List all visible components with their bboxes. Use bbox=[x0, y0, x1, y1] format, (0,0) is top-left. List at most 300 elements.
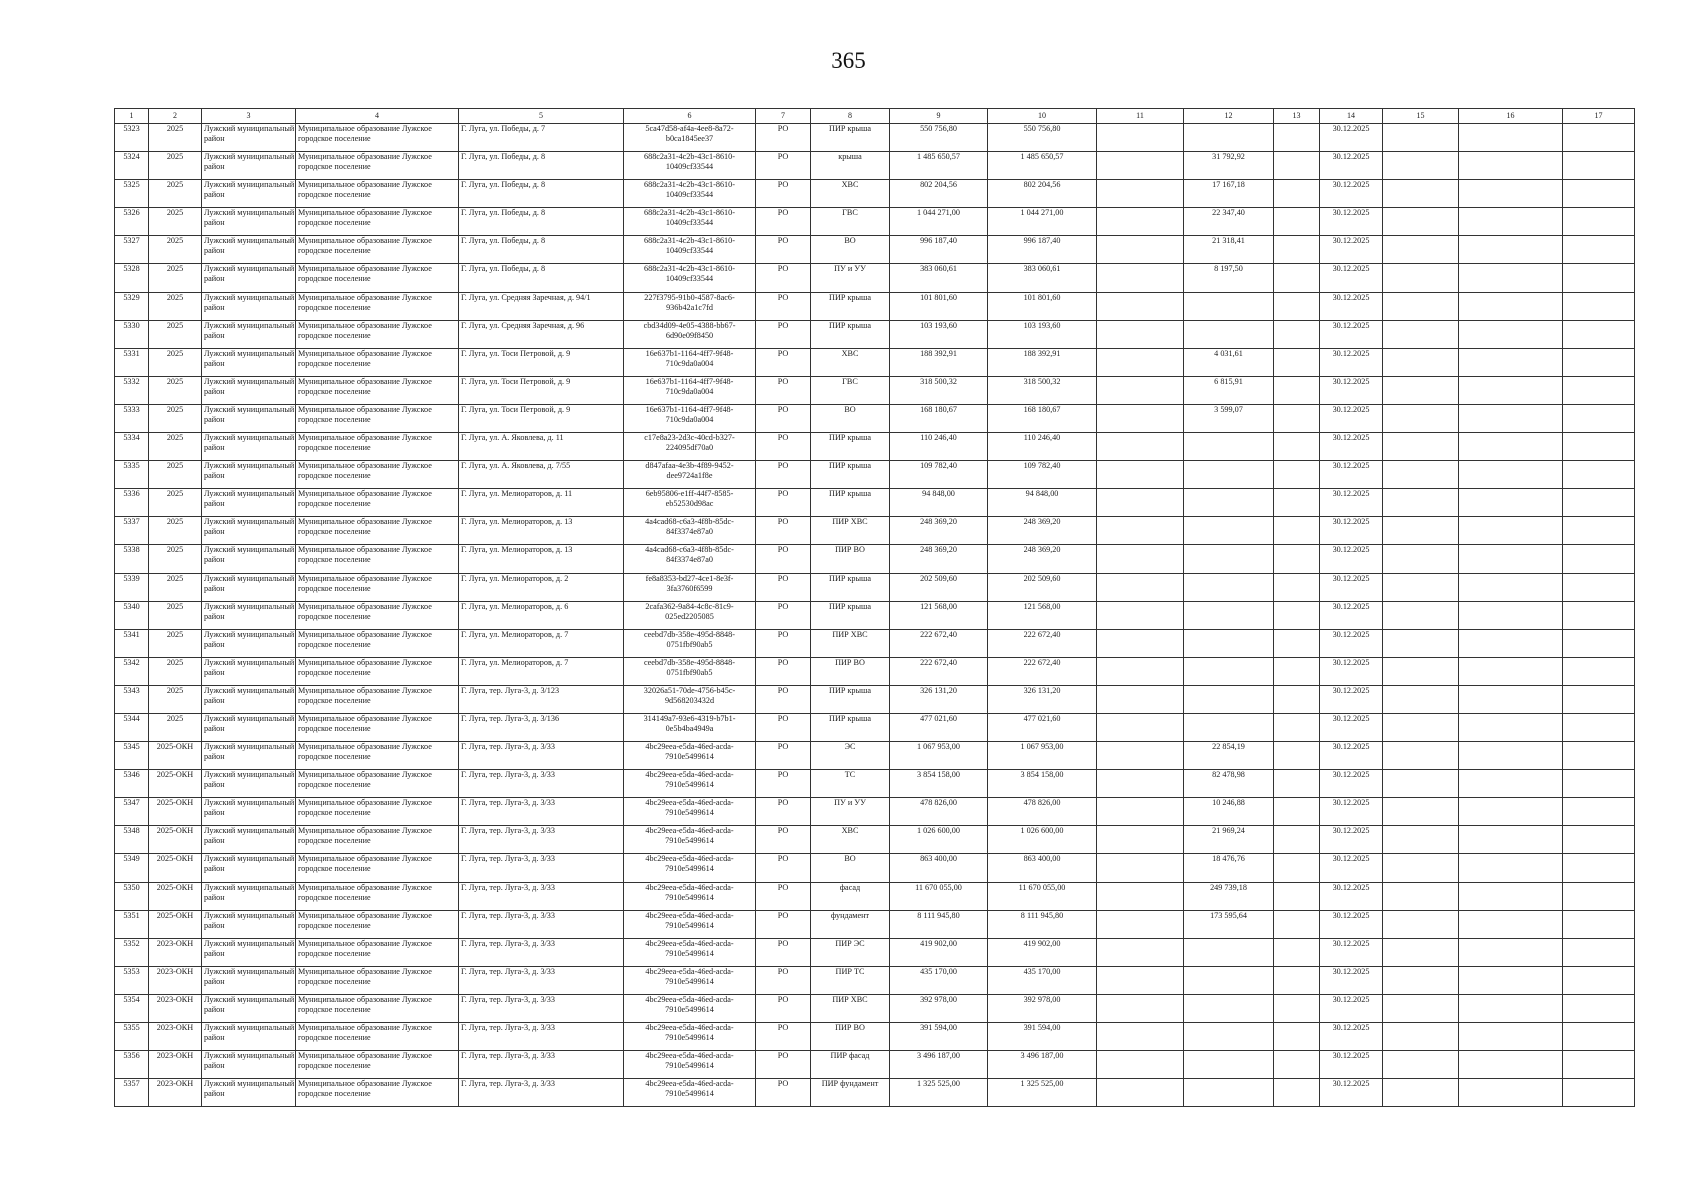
municipal-formation-cell: Муниципальное образование Лужское городское поселение bbox=[296, 124, 459, 152]
fund-cost-cell: 326 131,20 bbox=[988, 685, 1097, 713]
col-15-cell bbox=[1383, 938, 1459, 966]
col-16-cell bbox=[1459, 854, 1563, 882]
program-year-cell: 2025 bbox=[149, 376, 202, 404]
table-row bbox=[115, 826, 1635, 854]
work-kind-cell: фундамент bbox=[811, 910, 890, 938]
fund-cost-cell: 550 756,80 bbox=[988, 124, 1097, 152]
work-kind-cell: ПИР крыша bbox=[811, 489, 890, 517]
row-number-cell: 5353 bbox=[115, 966, 149, 994]
col-17-cell bbox=[1563, 742, 1635, 770]
col-15-cell bbox=[1383, 1023, 1459, 1051]
fund-cost-cell: 435 170,00 bbox=[988, 966, 1097, 994]
col-12-cell bbox=[1184, 124, 1274, 152]
col-13-cell bbox=[1274, 1051, 1320, 1079]
col-17-cell bbox=[1563, 601, 1635, 629]
column-header-16: 16 bbox=[1459, 109, 1563, 124]
col-15-cell bbox=[1383, 994, 1459, 1022]
row-number-cell: 5333 bbox=[115, 404, 149, 432]
house-guid-cell: 688c2a31-4c2b-43c1-8610-10409cf33544 bbox=[624, 152, 756, 180]
row-number-cell: 5328 bbox=[115, 264, 149, 292]
column-header-8: 8 bbox=[811, 109, 890, 124]
work-type-cell: РО bbox=[756, 433, 811, 461]
col-11-cell bbox=[1097, 966, 1184, 994]
work-type-cell: РО bbox=[756, 348, 811, 376]
col-13-cell bbox=[1274, 517, 1320, 545]
municipal-formation-cell: Муниципальное образование Лужское городское поселение bbox=[296, 489, 459, 517]
col-16-cell bbox=[1459, 1023, 1563, 1051]
address-cell: Г. Луга, ул. А. Яковлева, д. 11 bbox=[459, 433, 624, 461]
work-kind-cell: ЭС bbox=[811, 742, 890, 770]
work-kind-cell: ВО bbox=[811, 404, 890, 432]
col-17-cell bbox=[1563, 180, 1635, 208]
program-year-cell: 2025 bbox=[149, 713, 202, 741]
col-15-cell bbox=[1383, 461, 1459, 489]
col-17-cell bbox=[1563, 461, 1635, 489]
col-16-cell bbox=[1459, 517, 1563, 545]
col-11-cell bbox=[1097, 601, 1184, 629]
work-type-cell: РО bbox=[756, 713, 811, 741]
col-16-cell bbox=[1459, 404, 1563, 432]
municipal-district-cell: Лужский муниципальный район bbox=[202, 404, 296, 432]
address-cell: Г. Луга, тер. Луга-3, д. 3/33 bbox=[459, 1079, 624, 1107]
col-12-cell: 31 792,92 bbox=[1184, 152, 1274, 180]
fund-cost-cell: 802 204,56 bbox=[988, 180, 1097, 208]
fund-cost-cell: 318 500,32 bbox=[988, 376, 1097, 404]
total-cost-cell: 391 594,00 bbox=[890, 1023, 988, 1051]
work-type-cell: РО bbox=[756, 404, 811, 432]
col-11-cell bbox=[1097, 713, 1184, 741]
col-12-cell: 8 197,50 bbox=[1184, 264, 1274, 292]
col-16-cell bbox=[1459, 348, 1563, 376]
work-kind-cell: ВО bbox=[811, 854, 890, 882]
table-row bbox=[115, 348, 1635, 376]
address-cell: Г. Луга, ул. Мелиораторов, д. 2 bbox=[459, 573, 624, 601]
col-13-cell bbox=[1274, 770, 1320, 798]
col-17-cell bbox=[1563, 545, 1635, 573]
row-number-cell: 5342 bbox=[115, 657, 149, 685]
table-body bbox=[115, 124, 1635, 1107]
house-guid-cell: ceebd7db-358e-495d-8848-0751fbf90ab5 bbox=[624, 629, 756, 657]
col-17-cell bbox=[1563, 854, 1635, 882]
col-15-cell bbox=[1383, 798, 1459, 826]
address-cell: Г. Луга, ул. Мелиораторов, д. 11 bbox=[459, 489, 624, 517]
col-13-cell bbox=[1274, 208, 1320, 236]
col-16-cell bbox=[1459, 798, 1563, 826]
col-12-cell bbox=[1184, 713, 1274, 741]
table-row bbox=[115, 320, 1635, 348]
col-16-cell bbox=[1459, 601, 1563, 629]
municipal-district-cell: Лужский муниципальный район bbox=[202, 517, 296, 545]
house-guid-cell: 688c2a31-4c2b-43c1-8610-10409cf33544 bbox=[624, 208, 756, 236]
col-17-cell bbox=[1563, 124, 1635, 152]
house-guid-cell: 688c2a31-4c2b-43c1-8610-10409cf33544 bbox=[624, 264, 756, 292]
register-table-wrapper bbox=[114, 108, 1634, 1107]
table-row bbox=[115, 685, 1635, 713]
work-type-cell: РО bbox=[756, 601, 811, 629]
house-guid-cell: 4bc29eea-e5da-46ed-acda-7910e5499614 bbox=[624, 770, 756, 798]
col-11-cell bbox=[1097, 854, 1184, 882]
row-number-cell: 5326 bbox=[115, 208, 149, 236]
row-number-cell: 5340 bbox=[115, 601, 149, 629]
row-number-cell: 5355 bbox=[115, 1023, 149, 1051]
municipal-formation-cell: Муниципальное образование Лужское городское поселение bbox=[296, 404, 459, 432]
fund-cost-cell: 121 568,00 bbox=[988, 601, 1097, 629]
work-type-cell: РО bbox=[756, 320, 811, 348]
col-15-cell bbox=[1383, 601, 1459, 629]
fund-cost-cell: 248 369,20 bbox=[988, 545, 1097, 573]
total-cost-cell: 110 246,40 bbox=[890, 433, 988, 461]
completion-date-cell: 30.12.2025 bbox=[1320, 320, 1383, 348]
col-17-cell bbox=[1563, 770, 1635, 798]
col-17-cell bbox=[1563, 713, 1635, 741]
fund-cost-cell: 392 978,00 bbox=[988, 994, 1097, 1022]
work-type-cell: РО bbox=[756, 770, 811, 798]
fund-cost-cell: 1 485 650,57 bbox=[988, 152, 1097, 180]
fund-cost-cell: 222 672,40 bbox=[988, 657, 1097, 685]
row-number-cell: 5339 bbox=[115, 573, 149, 601]
table-row bbox=[115, 798, 1635, 826]
register-table bbox=[114, 108, 1635, 1107]
municipal-district-cell: Лужский муниципальный район bbox=[202, 376, 296, 404]
fund-cost-cell: 477 021,60 bbox=[988, 713, 1097, 741]
row-number-cell: 5356 bbox=[115, 1051, 149, 1079]
table-row bbox=[115, 910, 1635, 938]
completion-date-cell: 30.12.2025 bbox=[1320, 1051, 1383, 1079]
col-15-cell bbox=[1383, 1051, 1459, 1079]
col-12-cell bbox=[1184, 573, 1274, 601]
col-16-cell bbox=[1459, 826, 1563, 854]
table-row bbox=[115, 461, 1635, 489]
municipal-formation-cell: Муниципальное образование Лужское городское поселение bbox=[296, 1023, 459, 1051]
completion-date-cell: 30.12.2025 bbox=[1320, 545, 1383, 573]
program-year-cell: 2025 bbox=[149, 208, 202, 236]
municipal-district-cell: Лужский муниципальный район bbox=[202, 657, 296, 685]
col-13-cell bbox=[1274, 292, 1320, 320]
municipal-district-cell: Лужский муниципальный район bbox=[202, 320, 296, 348]
municipal-district-cell: Лужский муниципальный район bbox=[202, 208, 296, 236]
fund-cost-cell: 996 187,40 bbox=[988, 236, 1097, 264]
municipal-formation-cell: Муниципальное образование Лужское городское поселение bbox=[296, 376, 459, 404]
work-type-cell: РО bbox=[756, 124, 811, 152]
row-number-cell: 5341 bbox=[115, 629, 149, 657]
municipal-formation-cell: Муниципальное образование Лужское городское поселение bbox=[296, 1051, 459, 1079]
col-15-cell bbox=[1383, 629, 1459, 657]
address-cell: Г. Луга, тер. Луга-3, д. 3/33 bbox=[459, 1051, 624, 1079]
col-15-cell bbox=[1383, 348, 1459, 376]
municipal-formation-cell: Муниципальное образование Лужское городское поселение bbox=[296, 180, 459, 208]
col-16-cell bbox=[1459, 264, 1563, 292]
work-kind-cell: ПИР крыша bbox=[811, 685, 890, 713]
house-guid-cell: 4bc29eea-e5da-46ed-acda-7910e5499614 bbox=[624, 1051, 756, 1079]
table-row bbox=[115, 517, 1635, 545]
completion-date-cell: 30.12.2025 bbox=[1320, 461, 1383, 489]
total-cost-cell: 8 111 945,80 bbox=[890, 910, 988, 938]
row-number-cell: 5343 bbox=[115, 685, 149, 713]
col-15-cell bbox=[1383, 826, 1459, 854]
work-kind-cell: ПИР крыша bbox=[811, 461, 890, 489]
col-16-cell bbox=[1459, 1051, 1563, 1079]
address-cell: Г. Луга, ул. Мелиораторов, д. 7 bbox=[459, 657, 624, 685]
col-13-cell bbox=[1274, 629, 1320, 657]
col-12-cell: 6 815,91 bbox=[1184, 376, 1274, 404]
total-cost-cell: 109 782,40 bbox=[890, 461, 988, 489]
municipal-formation-cell: Муниципальное образование Лужское городское поселение bbox=[296, 1079, 459, 1107]
col-11-cell bbox=[1097, 826, 1184, 854]
house-guid-cell: 4bc29eea-e5da-46ed-acda-7910e5499614 bbox=[624, 826, 756, 854]
row-number-cell: 5352 bbox=[115, 938, 149, 966]
col-15-cell bbox=[1383, 292, 1459, 320]
municipal-formation-cell: Муниципальное образование Лужское городское поселение bbox=[296, 994, 459, 1022]
col-17-cell bbox=[1563, 152, 1635, 180]
program-year-cell: 2025-ОКН bbox=[149, 854, 202, 882]
program-year-cell: 2025 bbox=[149, 124, 202, 152]
table-row bbox=[115, 966, 1635, 994]
col-13-cell bbox=[1274, 882, 1320, 910]
row-number-cell: 5354 bbox=[115, 994, 149, 1022]
municipal-district-cell: Лужский муниципальный район bbox=[202, 489, 296, 517]
total-cost-cell: 863 400,00 bbox=[890, 854, 988, 882]
house-guid-cell: 6eb95806-e1ff-44f7-8585-eb52530d98ac bbox=[624, 489, 756, 517]
work-type-cell: РО bbox=[756, 180, 811, 208]
municipal-district-cell: Лужский муниципальный район bbox=[202, 545, 296, 573]
col-15-cell bbox=[1383, 124, 1459, 152]
work-type-cell: РО bbox=[756, 798, 811, 826]
row-number-cell: 5327 bbox=[115, 236, 149, 264]
program-year-cell: 2025 bbox=[149, 180, 202, 208]
fund-cost-cell: 1 044 271,00 bbox=[988, 208, 1097, 236]
municipal-district-cell: Лужский муниципальный район bbox=[202, 713, 296, 741]
fund-cost-cell: 1 067 953,00 bbox=[988, 742, 1097, 770]
completion-date-cell: 30.12.2025 bbox=[1320, 713, 1383, 741]
house-guid-cell: fe8a8353-bd27-4ce1-8e3f-3fa3760f6599 bbox=[624, 573, 756, 601]
house-guid-cell: 4a4cad68-c6a3-4f8b-85dc-84f3374e87a0 bbox=[624, 545, 756, 573]
house-guid-cell: ceebd7db-358e-495d-8848-0751fbf90ab5 bbox=[624, 657, 756, 685]
col-11-cell bbox=[1097, 404, 1184, 432]
fund-cost-cell: 8 111 945,80 bbox=[988, 910, 1097, 938]
column-number-header-row bbox=[115, 109, 1635, 124]
municipal-formation-cell: Муниципальное образование Лужское городское поселение bbox=[296, 433, 459, 461]
completion-date-cell: 30.12.2025 bbox=[1320, 348, 1383, 376]
col-12-cell bbox=[1184, 1079, 1274, 1107]
col-17-cell bbox=[1563, 320, 1635, 348]
col-12-cell bbox=[1184, 685, 1274, 713]
col-17-cell bbox=[1563, 685, 1635, 713]
house-guid-cell: 16e637b1-1164-4ff7-9f48-710c9da0a004 bbox=[624, 348, 756, 376]
total-cost-cell: 1 067 953,00 bbox=[890, 742, 988, 770]
col-12-cell: 22 854,19 bbox=[1184, 742, 1274, 770]
program-year-cell: 2025-ОКН bbox=[149, 798, 202, 826]
total-cost-cell: 550 756,80 bbox=[890, 124, 988, 152]
work-type-cell: РО bbox=[756, 461, 811, 489]
program-year-cell: 2025-ОКН bbox=[149, 910, 202, 938]
program-year-cell: 2025 bbox=[149, 657, 202, 685]
col-15-cell bbox=[1383, 208, 1459, 236]
row-number-cell: 5324 bbox=[115, 152, 149, 180]
col-13-cell bbox=[1274, 826, 1320, 854]
program-year-cell: 2023-ОКН bbox=[149, 1023, 202, 1051]
completion-date-cell: 30.12.2025 bbox=[1320, 404, 1383, 432]
house-guid-cell: 4bc29eea-e5da-46ed-acda-7910e5499614 bbox=[624, 882, 756, 910]
table-row bbox=[115, 1051, 1635, 1079]
work-type-cell: РО bbox=[756, 517, 811, 545]
municipal-formation-cell: Муниципальное образование Лужское городское поселение bbox=[296, 152, 459, 180]
col-16-cell bbox=[1459, 657, 1563, 685]
house-guid-cell: 16e637b1-1164-4ff7-9f48-710c9da0a004 bbox=[624, 404, 756, 432]
col-13-cell bbox=[1274, 573, 1320, 601]
fund-cost-cell: 202 509,60 bbox=[988, 573, 1097, 601]
col-16-cell bbox=[1459, 770, 1563, 798]
col-11-cell bbox=[1097, 685, 1184, 713]
work-type-cell: РО bbox=[756, 657, 811, 685]
col-12-cell bbox=[1184, 994, 1274, 1022]
municipal-formation-cell: Муниципальное образование Лужское городское поселение bbox=[296, 236, 459, 264]
col-15-cell bbox=[1383, 854, 1459, 882]
total-cost-cell: 3 854 158,00 bbox=[890, 770, 988, 798]
col-12-cell: 21 318,41 bbox=[1184, 236, 1274, 264]
col-11-cell bbox=[1097, 545, 1184, 573]
address-cell: Г. Луга, тер. Луга-3, д. 3/33 bbox=[459, 910, 624, 938]
municipal-formation-cell: Муниципальное образование Лужское городское поселение bbox=[296, 461, 459, 489]
total-cost-cell: 392 978,00 bbox=[890, 994, 988, 1022]
table-row bbox=[115, 264, 1635, 292]
program-year-cell: 2025 bbox=[149, 601, 202, 629]
address-cell: Г. Луга, ул. Мелиораторов, д. 7 bbox=[459, 629, 624, 657]
house-guid-cell: 5ca47d58-af4a-4ee8-8a72-b0ca1845ee37 bbox=[624, 124, 756, 152]
col-15-cell bbox=[1383, 1079, 1459, 1107]
column-header-15: 15 bbox=[1383, 109, 1459, 124]
work-type-cell: РО bbox=[756, 882, 811, 910]
col-11-cell bbox=[1097, 573, 1184, 601]
col-16-cell bbox=[1459, 320, 1563, 348]
table-row bbox=[115, 376, 1635, 404]
col-12-cell: 249 739,18 bbox=[1184, 882, 1274, 910]
address-cell: Г. Луга, ул. Тоси Петровой, д. 9 bbox=[459, 376, 624, 404]
table-row bbox=[115, 292, 1635, 320]
total-cost-cell: 478 826,00 bbox=[890, 798, 988, 826]
municipal-formation-cell: Муниципальное образование Лужское городское поселение bbox=[296, 601, 459, 629]
total-cost-cell: 477 021,60 bbox=[890, 713, 988, 741]
col-16-cell bbox=[1459, 910, 1563, 938]
work-kind-cell: ВО bbox=[811, 236, 890, 264]
municipal-district-cell: Лужский муниципальный район bbox=[202, 461, 296, 489]
col-12-cell: 10 246,88 bbox=[1184, 798, 1274, 826]
total-cost-cell: 11 670 055,00 bbox=[890, 882, 988, 910]
municipal-district-cell: Лужский муниципальный район bbox=[202, 1023, 296, 1051]
total-cost-cell: 435 170,00 bbox=[890, 966, 988, 994]
col-11-cell bbox=[1097, 1023, 1184, 1051]
work-type-cell: РО bbox=[756, 1079, 811, 1107]
completion-date-cell: 30.12.2025 bbox=[1320, 517, 1383, 545]
col-11-cell bbox=[1097, 124, 1184, 152]
col-16-cell bbox=[1459, 713, 1563, 741]
col-13-cell bbox=[1274, 966, 1320, 994]
col-16-cell bbox=[1459, 208, 1563, 236]
total-cost-cell: 248 369,20 bbox=[890, 517, 988, 545]
completion-date-cell: 30.12.2025 bbox=[1320, 292, 1383, 320]
col-13-cell bbox=[1274, 180, 1320, 208]
house-guid-cell: 314149a7-93e6-4319-b7b1-0e5b4ba4949a bbox=[624, 713, 756, 741]
column-header-17: 17 bbox=[1563, 109, 1635, 124]
col-15-cell bbox=[1383, 966, 1459, 994]
municipal-formation-cell: Муниципальное образование Лужское городское поселение bbox=[296, 348, 459, 376]
total-cost-cell: 996 187,40 bbox=[890, 236, 988, 264]
col-11-cell bbox=[1097, 489, 1184, 517]
col-12-cell bbox=[1184, 433, 1274, 461]
col-11-cell bbox=[1097, 376, 1184, 404]
house-guid-cell: 4bc29eea-e5da-46ed-acda-7910e5499614 bbox=[624, 854, 756, 882]
table-row bbox=[115, 657, 1635, 685]
col-15-cell bbox=[1383, 180, 1459, 208]
column-header-2: 2 bbox=[149, 109, 202, 124]
total-cost-cell: 1 485 650,57 bbox=[890, 152, 988, 180]
municipal-district-cell: Лужский муниципальный район bbox=[202, 573, 296, 601]
municipal-district-cell: Лужский муниципальный район bbox=[202, 966, 296, 994]
col-17-cell bbox=[1563, 404, 1635, 432]
row-number-cell: 5344 bbox=[115, 713, 149, 741]
total-cost-cell: 103 193,60 bbox=[890, 320, 988, 348]
total-cost-cell: 3 496 187,00 bbox=[890, 1051, 988, 1079]
total-cost-cell: 1 325 525,00 bbox=[890, 1079, 988, 1107]
row-number-cell: 5335 bbox=[115, 461, 149, 489]
col-11-cell bbox=[1097, 657, 1184, 685]
col-15-cell bbox=[1383, 910, 1459, 938]
address-cell: Г. Луга, тер. Луга-3, д. 3/33 bbox=[459, 994, 624, 1022]
column-header-9: 9 bbox=[890, 109, 988, 124]
col-13-cell bbox=[1274, 601, 1320, 629]
row-number-cell: 5348 bbox=[115, 826, 149, 854]
work-kind-cell: крыша bbox=[811, 152, 890, 180]
program-year-cell: 2025 bbox=[149, 152, 202, 180]
row-number-cell: 5357 bbox=[115, 1079, 149, 1107]
col-12-cell bbox=[1184, 292, 1274, 320]
program-year-cell: 2023-ОКН bbox=[149, 966, 202, 994]
table-row bbox=[115, 1023, 1635, 1051]
municipal-formation-cell: Муниципальное образование Лужское городское поселение bbox=[296, 629, 459, 657]
completion-date-cell: 30.12.2025 bbox=[1320, 657, 1383, 685]
house-guid-cell: 16e637b1-1164-4ff7-9f48-710c9da0a004 bbox=[624, 376, 756, 404]
column-header-13: 13 bbox=[1274, 109, 1320, 124]
total-cost-cell: 1 044 271,00 bbox=[890, 208, 988, 236]
fund-cost-cell: 11 670 055,00 bbox=[988, 882, 1097, 910]
completion-date-cell: 30.12.2025 bbox=[1320, 236, 1383, 264]
row-number-cell: 5347 bbox=[115, 798, 149, 826]
completion-date-cell: 30.12.2025 bbox=[1320, 1079, 1383, 1107]
row-number-cell: 5351 bbox=[115, 910, 149, 938]
program-year-cell: 2023-ОКН bbox=[149, 994, 202, 1022]
col-11-cell bbox=[1097, 629, 1184, 657]
completion-date-cell: 30.12.2025 bbox=[1320, 152, 1383, 180]
completion-date-cell: 30.12.2025 bbox=[1320, 742, 1383, 770]
work-kind-cell: ПИР ВО bbox=[811, 545, 890, 573]
column-header-4: 4 bbox=[296, 109, 459, 124]
col-16-cell bbox=[1459, 545, 1563, 573]
completion-date-cell: 30.12.2025 bbox=[1320, 994, 1383, 1022]
table-row bbox=[115, 545, 1635, 573]
program-year-cell: 2025-ОКН bbox=[149, 770, 202, 798]
work-type-cell: РО bbox=[756, 854, 811, 882]
house-guid-cell: 4bc29eea-e5da-46ed-acda-7910e5499614 bbox=[624, 938, 756, 966]
col-17-cell bbox=[1563, 236, 1635, 264]
row-number-cell: 5345 bbox=[115, 742, 149, 770]
work-kind-cell: ХВС bbox=[811, 180, 890, 208]
row-number-cell: 5349 bbox=[115, 854, 149, 882]
col-16-cell bbox=[1459, 966, 1563, 994]
table-row bbox=[115, 180, 1635, 208]
col-13-cell bbox=[1274, 404, 1320, 432]
col-15-cell bbox=[1383, 489, 1459, 517]
completion-date-cell: 30.12.2025 bbox=[1320, 376, 1383, 404]
address-cell: Г. Луга, тер. Луга-3, д. 3/33 bbox=[459, 742, 624, 770]
